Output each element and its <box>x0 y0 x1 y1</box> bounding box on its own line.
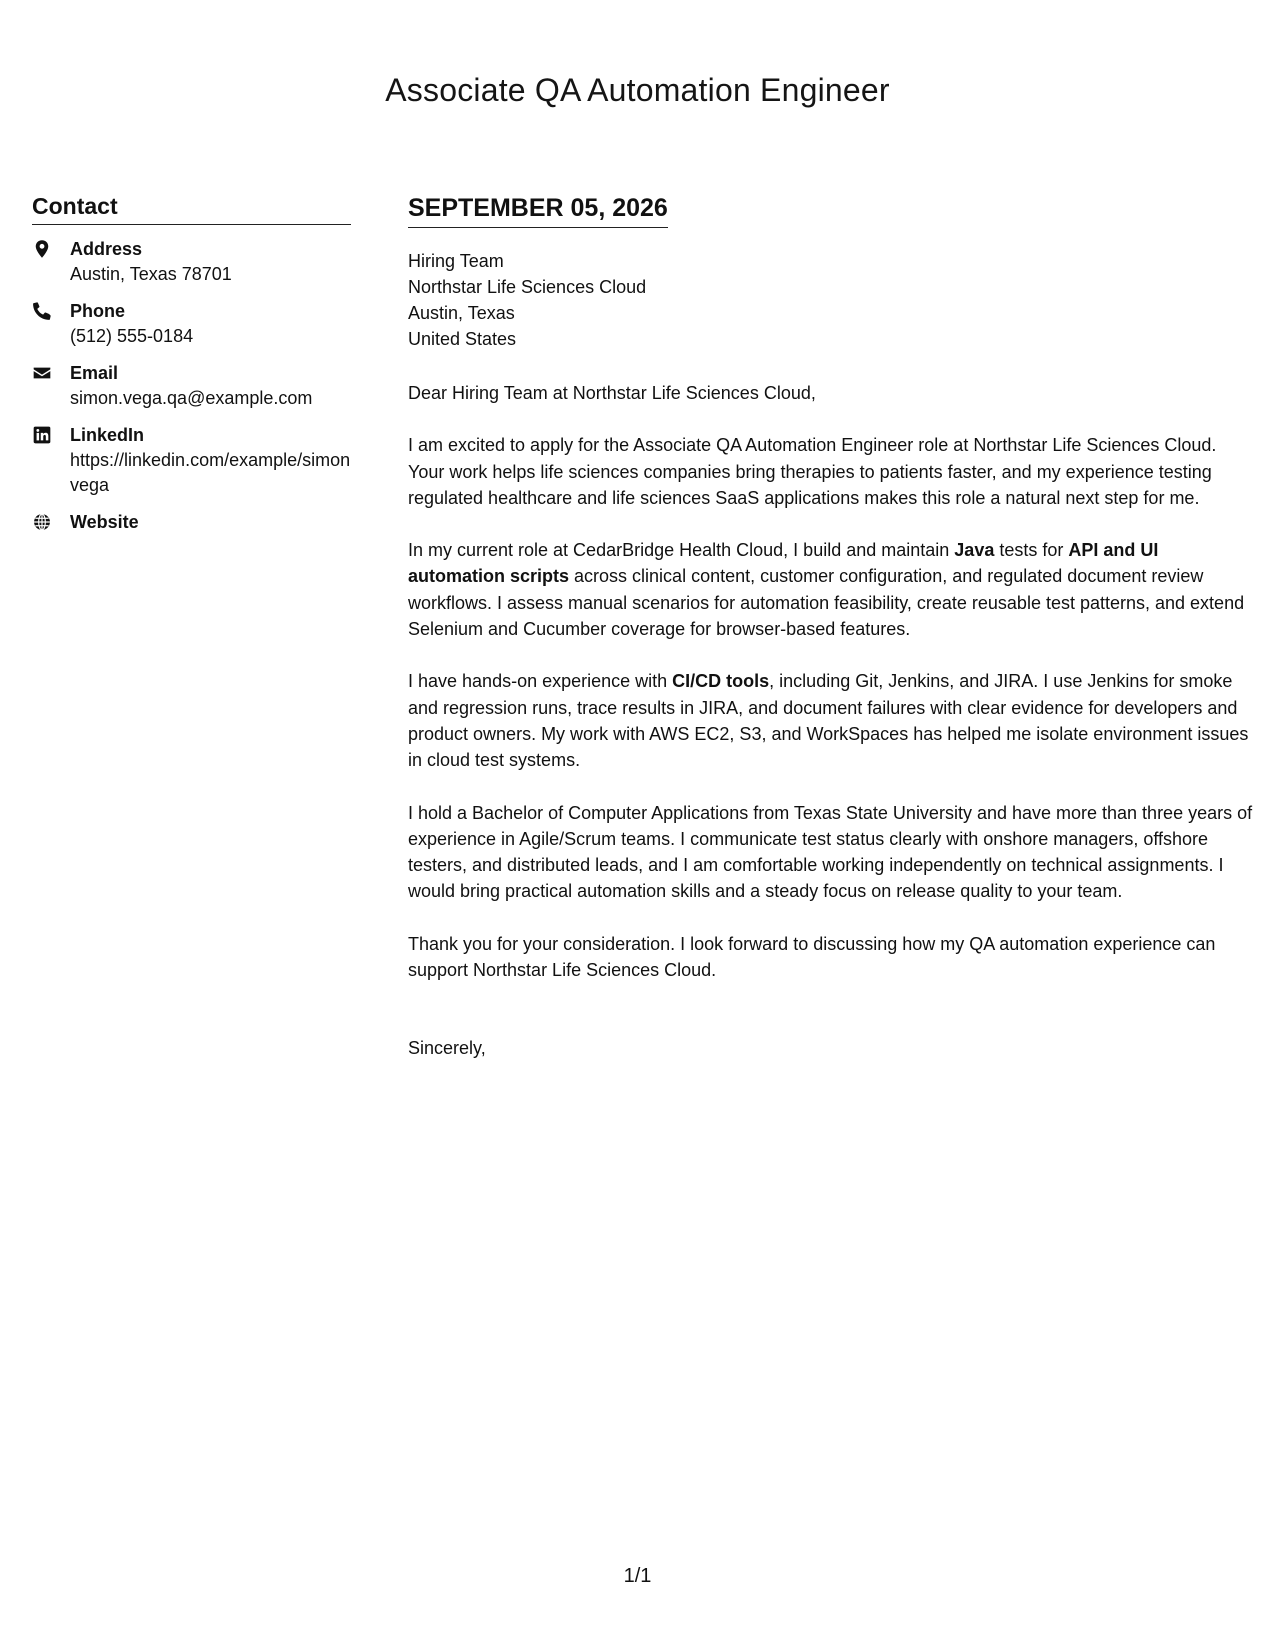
paragraph-text: In my current role at CedarBridge Health Cloud, I build and maintain <box>408 540 955 561</box>
paragraph-text: , including Git, Jenkins, and JIRA. I use Jenkins for smoke and regression runs, trace results in JIRA, and document failures with clear evidence for developers and product owners. My work with AWS EC2, S3, and WorkSpaces has helped me isolate environment issues in cloud test systems. <box>408 671 1249 771</box>
recipient-line: Hiring Team <box>408 251 504 271</box>
globe-icon <box>32 510 70 532</box>
paragraph-text: across clinical content, customer configuration, and regulated document review workflows. I assess manual scenarios for automation feasibility, create reusable test patterns, and extend Selenium and Cucumber coverage for browser-based features. <box>408 566 1245 640</box>
paragraph <box>408 537 1253 642</box>
paragraph-text: I have hands-on experience with <box>408 671 673 692</box>
contact-item-linkedin <box>32 423 351 498</box>
letter-body <box>408 192 1253 1062</box>
contact-item-address <box>32 237 351 287</box>
contact-label-linkedin: LinkedIn <box>70 425 145 445</box>
contact-sidebar <box>32 192 351 547</box>
contact-label-address: Address <box>70 239 143 259</box>
recipient-line: United States <box>408 329 517 349</box>
bold-text: Java <box>954 540 995 561</box>
contact-list <box>32 237 351 535</box>
bold-text: CI/CD tools <box>672 671 770 692</box>
contact-heading: Contact <box>32 192 351 225</box>
contact-item-website <box>32 510 351 535</box>
envelope-icon <box>32 361 70 383</box>
paragraph-text: tests for <box>994 540 1069 561</box>
page-number: 1/1 <box>623 1565 652 1587</box>
paragraph: I hold a Bachelor of Computer Applications from Texas State University and have more than three years of experience in Agile/Scrum teams. I communicate test status clearly with onshore managers, offshore testers, and distributed leads, and I am comfortable working independently on technical assignments. I would bring practical automation skills and a steady focus on release quality to your team. <box>408 802 1253 902</box>
contact-label-phone: Phone <box>70 301 126 321</box>
bold-text: API and UI automation scripts <box>408 540 1159 587</box>
recipient-block <box>408 248 1253 352</box>
letter-date: SEPTEMBER 05, 2026 <box>408 192 668 228</box>
salutation: Dear Hiring Team at Northstar Life Sciences Cloud, <box>408 383 816 403</box>
contact-value-address: Austin, Texas 78701 <box>70 264 232 284</box>
contact-item-email <box>32 361 351 411</box>
contact-label-email: Email <box>70 363 119 383</box>
paragraph: I am excited to apply for the Associate QA Automation Engineer role at Northstar Life Sciences Cloud. Your work helps life sciences companies bring therapies to patients faster, and my experience testing regulated healthcare and life sciences SaaS applications makes this role a natural next step for me. <box>408 435 1217 508</box>
map-pin-icon <box>32 237 70 259</box>
contact-value-email: simon.vega.qa@example.com <box>70 388 313 408</box>
contact-label-website: Website <box>70 512 139 532</box>
recipient-line: Austin, Texas <box>408 303 515 323</box>
contact-value-linkedin[interactable]: https://linkedin.com/example/simonvega <box>70 450 351 495</box>
phone-icon <box>32 299 70 321</box>
paragraph <box>408 668 1253 773</box>
linkedin-icon <box>32 423 70 445</box>
contact-item-phone <box>32 299 351 349</box>
recipient-line: Northstar Life Sciences Cloud <box>408 277 647 297</box>
signoff: Sincerely, <box>408 1038 486 1059</box>
document-title: Associate QA Automation Engineer <box>385 72 890 108</box>
contact-value-phone: (512) 555-0184 <box>70 326 194 346</box>
paragraph: Thank you for your consideration. I look forward to discussing how my QA automation experience can support Northstar Life Sciences Cloud. <box>408 933 1216 981</box>
